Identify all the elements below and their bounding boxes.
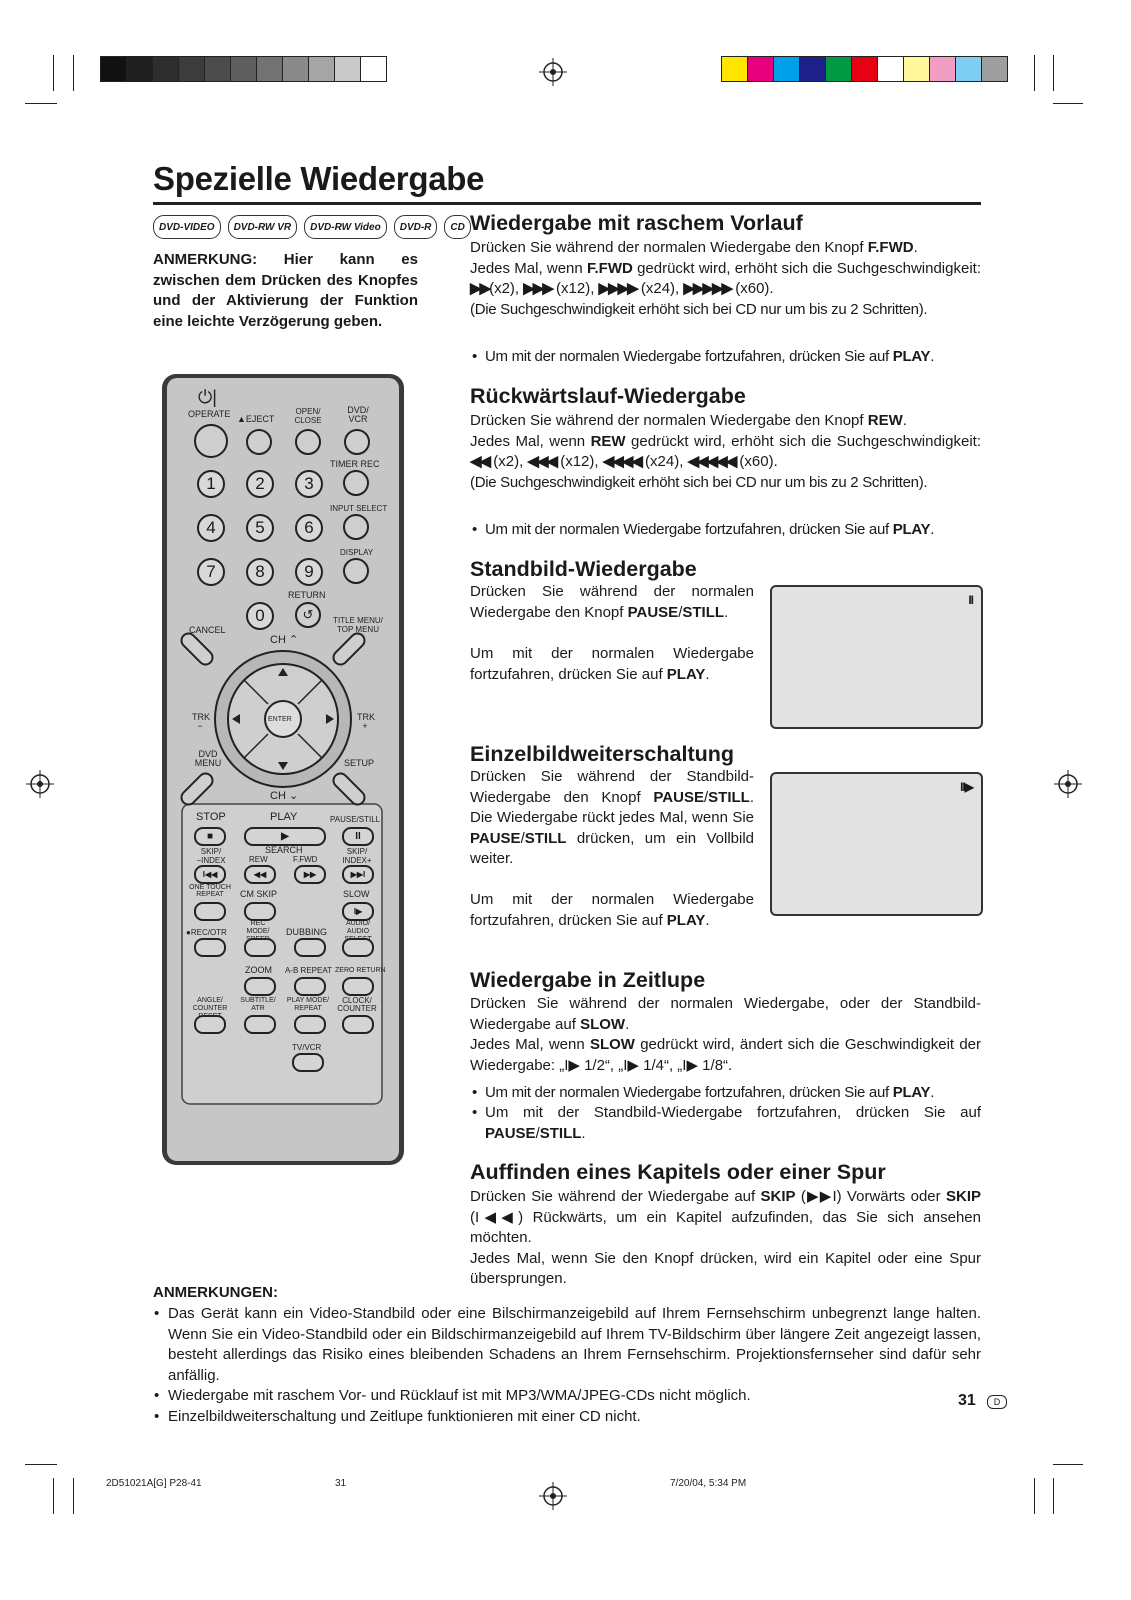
cm-skip-button[interactable] xyxy=(244,902,276,921)
remote-body-shape xyxy=(160,372,406,1167)
section-text-zeitlupe: Drücken Sie während der normalen Wiedergabe, oder der Standbild-Wiedergabe auf SLOW. Jedes Mal, wenn SLOW gedrückt wird, ändert sich die Geschwindigkeit der Wiedergabe: „I▶ 1/2“, „I▶ 1/4“, „I▶ 1/8“. xyxy=(470,995,982,1074)
skip-index-plus-label: SKIP/ INDEX+ xyxy=(342,847,372,865)
rec-otr-button[interactable] xyxy=(194,938,226,957)
dvd-vcr-button[interactable] xyxy=(344,429,370,455)
search-label: SEARCH xyxy=(265,845,303,855)
dubbing-button[interactable] xyxy=(294,938,326,957)
pause-icon: II xyxy=(968,593,973,607)
subtitle-atr-label: SUBTITLE/ ATR xyxy=(240,997,276,1012)
setup-label: SETUP xyxy=(344,758,375,768)
section-bullet-rueckwaerts: • Um mit der normalen Wiedergabe fortzufahren, drücken Sie auf PLAY. xyxy=(470,520,981,541)
ch-up-label: CH ⌃ xyxy=(270,634,299,646)
color-swatch-1 xyxy=(747,57,773,81)
color-swatch-7 xyxy=(903,57,929,81)
dvd-video-icon: DVD-VIDEO xyxy=(153,215,221,239)
audio-select-label: AUDIO/ AUDIO xyxy=(345,920,371,935)
trk-minus-label: TRK − xyxy=(192,712,210,731)
section-text-standbild: Drücken Sie während der normalen Wiedergabe den Knopf PAUSE/STILL. xyxy=(470,583,754,621)
section-heading-kapitel: Auffinden eines Kapitels oder einer Spur xyxy=(470,1160,886,1184)
gray-swatch-7 xyxy=(282,57,308,81)
dvd-menu-label: DVD MENU xyxy=(194,749,222,768)
color-swatch-8 xyxy=(929,57,955,81)
trk-plus-label: TRK + xyxy=(357,712,375,731)
number-button-9[interactable]: 9 xyxy=(295,558,323,586)
gray-swatch-0 xyxy=(101,57,126,81)
registration-mark-icon xyxy=(26,770,54,798)
stop-label: STOP xyxy=(196,811,226,823)
registration-mark-icon xyxy=(539,58,567,86)
dvd-vcr-label: DVD/ VCR xyxy=(347,405,369,424)
section-heading-einzelbild: Einzelbildweiterschaltung xyxy=(470,742,735,766)
one-touch-repeat-label: ONE TOUCH REPEAT xyxy=(189,884,231,898)
crop-mark xyxy=(53,55,54,91)
crop-mark xyxy=(73,55,74,91)
zero-return-button[interactable] xyxy=(342,977,374,996)
cancel-label: CANCEL xyxy=(189,625,226,635)
number-button-0[interactable]: 0 xyxy=(246,602,274,630)
play-button[interactable]: ▶ xyxy=(244,827,326,846)
number-button-8[interactable]: 8 xyxy=(246,558,274,586)
color-swatch-9 xyxy=(955,57,981,81)
gray-swatch-3 xyxy=(178,57,204,81)
color-swatch-3 xyxy=(799,57,825,81)
number-button-5[interactable]: 5 xyxy=(246,514,274,542)
display-button[interactable] xyxy=(343,558,369,584)
color-swatch-4 xyxy=(825,57,851,81)
eject-label: ▲EJECT xyxy=(237,414,275,424)
registration-mark-icon xyxy=(1054,770,1082,798)
gray-swatch-5 xyxy=(230,57,256,81)
color-swatch-0 xyxy=(722,57,747,81)
tv-screen-frame-advance xyxy=(770,772,983,916)
ch-down-label: CH ⌄ xyxy=(270,790,299,802)
slow-button[interactable]: I▶ xyxy=(342,902,374,921)
cm-skip-label: CM SKIP xyxy=(240,889,278,899)
angle-button[interactable] xyxy=(194,1015,226,1034)
page-title: Spezielle Wiedergabe xyxy=(153,160,485,197)
section-text-einzelbild: Drücken Sie während der Standbild-Wiedergabe den Knopf PAUSE/STILL. Die Wiedergabe rückt jedes Mal, wenn Sie PAUSE/STILL drücken, um ein Vollbild weiter. xyxy=(470,768,754,867)
gray-swatch-9 xyxy=(334,57,360,81)
number-button-6[interactable]: 6 xyxy=(295,514,323,542)
section-bullet-zeitlupe-2: • Um mit der Standbild-Wiedergabe fortzufahren, drücken Sie auf PAUSE/STILL. xyxy=(470,1103,981,1144)
play-mode-repeat-label: PLAY MODE/ REPEAT xyxy=(286,997,330,1012)
title-rule xyxy=(153,202,981,205)
section-text-einzelbild-2: Um mit der normalen Wiedergabe fortzufahren, drücken Sie auf PLAY. xyxy=(470,891,754,929)
section-text-rueckwaerts: Drücken Sie während der normalen Wiedergabe den Knopf REW. Jedes Mal, wenn REW gedrückt wird, erhöht sich die Suchgeschwindigkeit: ◀◀ (x2), ◀◀◀ (x12), ◀◀◀◀ (x24), ◀◀◀◀◀ (x60). (Die Suchgeschwindigkeit erhöht sich bei CD nur um bis zu 2 Schritten). xyxy=(470,412,981,491)
title-menu-label: TITLE MENU/ TOP MENU xyxy=(333,616,383,634)
operate-label: OPERATE xyxy=(188,409,231,419)
note-item: • Einzelbildweiterschaltung und Zeitlupe funktionieren mit einer CD nicht. xyxy=(153,1407,981,1428)
input-select-button[interactable] xyxy=(343,514,369,540)
dubbing-label: DUBBING xyxy=(286,927,328,937)
note-item: • Das Gerät kann ein Video-Standbild oder eine Bilschirmanzeigebild auf Ihrem Fernsehschirm unbegrenzt lange halten. Wenn Sie ein Video-Standbild oder ein Bildschirmanzeigebild auf Ihrem TV-Bildschirm über längere Zeit angezeigt lassen, besteht allerdings das Risiko eines bleibenden Schadens an Ihrem Fernsehschirm. Projektionsfernseher sind dafür sehr anfällig. xyxy=(153,1304,981,1386)
number-button-2[interactable]: 2 xyxy=(246,470,274,498)
audio-select-button[interactable] xyxy=(342,938,374,957)
rew-button[interactable]: ◀◀ xyxy=(244,865,276,884)
color-swatch-2 xyxy=(773,57,799,81)
tv-screen-pause xyxy=(770,585,983,729)
dvd-r-icon: DVD-R xyxy=(394,215,438,239)
rew-label: REW xyxy=(249,855,268,864)
ab-repeat-button[interactable] xyxy=(294,977,326,996)
crop-mark xyxy=(1034,1478,1035,1514)
play-mode-button[interactable] xyxy=(294,1015,326,1034)
gray-swatch-6 xyxy=(256,57,282,81)
tv-vcr-button[interactable] xyxy=(292,1053,324,1072)
notes-title: ANMERKUNGEN: xyxy=(153,1284,278,1301)
clock-counter-label: CLOCK/ COUNTER xyxy=(337,996,377,1013)
language-badge: D xyxy=(987,1395,1007,1409)
zoom-label: ZOOM xyxy=(245,965,272,975)
frame-advance-icon: II▶ xyxy=(960,780,973,794)
color-swatch-5 xyxy=(851,57,877,81)
zoom-button[interactable] xyxy=(244,977,276,996)
skip-back-button[interactable]: I◀◀ xyxy=(194,865,226,884)
play-label: PLAY xyxy=(270,811,298,823)
number-button-3[interactable]: 3 xyxy=(295,470,323,498)
crop-mark xyxy=(1034,55,1035,91)
subtitle-button[interactable] xyxy=(244,1015,276,1034)
rec-mode-speed-button[interactable] xyxy=(244,938,276,957)
dvd-rw-video-icon: DVD-RW Video xyxy=(304,215,387,239)
section-text-standbild-2: Um mit der normalen Wiedergabe fortzufahren, drücken Sie auf PLAY. xyxy=(470,645,754,683)
operate-button[interactable] xyxy=(194,424,228,458)
crop-mark xyxy=(25,103,57,104)
timer-rec-label: TIMER REC xyxy=(330,459,380,469)
timer-rec-button[interactable] xyxy=(343,470,369,496)
gray-calibration-bar xyxy=(100,56,387,82)
footer-page: 31 xyxy=(335,1478,347,1489)
open-close-button[interactable] xyxy=(295,429,321,455)
footer-file: 2D51021A[G] P28-41 xyxy=(106,1478,202,1489)
number-button-7[interactable]: 7 xyxy=(197,558,225,586)
left-note: ANMERKUNG: Hier kann es zwischen dem Drücken des Knopfes und der Aktivierung der Funktion eine leichte Verzögerung geben. xyxy=(153,251,418,330)
ffwd-button[interactable]: ▶▶ xyxy=(294,865,326,884)
section-heading-standbild: Standbild-Wiedergabe xyxy=(470,557,697,581)
note-item: • Wiedergabe mit raschem Vor- und Rücklauf ist mit MP3/WMA/JPEG-CDs nicht möglich. xyxy=(153,1386,853,1407)
pause-still-label: PAUSE/STILL xyxy=(330,815,381,824)
ffwd-label: F.FWD xyxy=(293,855,318,864)
section-text-vorlauf: Drücken Sie während der normalen Wiedergabe den Knopf F.FWD. Jedes Mal, wenn F.FWD gedrückt wird, erhöht sich die Suchgeschwindigkeit: ▶▶(x2), ▶▶▶ (x12), ▶▶▶▶ (x24), ▶▶▶▶▶ (x60). (Die Suchgeschwindigkeit erhöht sich bei CD nur um bis zu 2 Schritten). xyxy=(470,239,981,318)
gray-swatch-8 xyxy=(308,57,334,81)
page-number: 31 xyxy=(958,1392,976,1409)
rec-mode-speed-label: REC MODE/ xyxy=(246,920,270,935)
footer-date: 7/20/04, 5:34 PM xyxy=(670,1478,747,1489)
power-icon: ⏻| xyxy=(198,387,217,407)
eject-button[interactable] xyxy=(246,429,272,455)
registration-mark-icon xyxy=(539,1482,567,1510)
crop-mark xyxy=(1053,103,1083,104)
input-select-label: INPUT SELECT xyxy=(330,504,388,513)
section-text-kapitel: Drücken Sie während der Wiedergabe auf SKIP (▶▶I) Vorwärts oder SKIP (I◀◀) Rückwärts, um ein Kapitel aufzufinden, das Sie sich ansehen möchten. Jedes Mal, wenn Sie den Knopf drücken, wird ein Kapitel oder eine Spur übersprungen. xyxy=(470,1188,981,1287)
crop-mark xyxy=(1053,1464,1083,1465)
disc-type-icons xyxy=(153,215,471,239)
gray-swatch-1 xyxy=(126,57,152,81)
color-swatch-6 xyxy=(877,57,903,81)
open-close-label: OPEN/ CLOSE xyxy=(294,407,322,425)
section-heading-zeitlupe: Wiedergabe in Zeitlupe xyxy=(470,968,706,992)
display-label: DISPLAY xyxy=(340,548,374,557)
gray-swatch-10 xyxy=(360,57,386,81)
cd-icon: CD xyxy=(444,215,470,239)
pause-still-button[interactable]: II xyxy=(342,827,374,846)
section-heading-rueckwaerts: Rückwärtslauf-Wiedergabe xyxy=(470,384,746,408)
skip-index-minus-label: SKIP/ −INDEX xyxy=(196,847,226,865)
crop-mark xyxy=(73,1478,74,1514)
gray-swatch-4 xyxy=(204,57,230,81)
color-swatch-10 xyxy=(981,57,1007,81)
crop-mark xyxy=(1053,55,1054,91)
zero-return-label: ZERO RETURN xyxy=(335,967,386,974)
ab-repeat-label: A-B REPEAT xyxy=(285,966,332,975)
section-bullet-vorlauf: • Um mit der normalen Wiedergabe fortzufahren, drücken Sie auf PLAY. xyxy=(470,347,981,368)
one-touch-repeat-button[interactable] xyxy=(194,902,226,921)
crop-mark xyxy=(53,1478,54,1514)
color-calibration-bar xyxy=(721,56,1008,82)
stop-button[interactable]: ■ xyxy=(194,827,226,846)
section-bullet-zeitlupe-1: • Um mit der normalen Wiedergabe fortzufahren, drücken Sie auf PLAY. xyxy=(470,1083,981,1104)
number-button-4[interactable]: 4 xyxy=(197,514,225,542)
section-heading-vorlauf: Wiedergabe mit raschem Vorlauf xyxy=(470,211,803,235)
slow-label: SLOW xyxy=(343,889,370,899)
skip-forward-button[interactable]: ▶▶I xyxy=(342,865,374,884)
return-button[interactable]: ↺ xyxy=(295,602,321,628)
gray-swatch-2 xyxy=(152,57,178,81)
number-button-1[interactable]: 1 xyxy=(197,470,225,498)
angle-counter-reset-label: ANGLE/ COUNTER xyxy=(192,997,228,1012)
enter-button[interactable]: ENTER xyxy=(268,716,292,723)
rec-otr-label: ●REC/OTR xyxy=(186,928,227,937)
crop-mark xyxy=(25,1464,57,1465)
crop-mark xyxy=(1053,1478,1054,1514)
return-label: RETURN xyxy=(288,590,326,600)
remote-control-illustration xyxy=(160,372,406,1167)
clock-counter-button[interactable] xyxy=(342,1015,374,1034)
dvd-rw-vr-icon: DVD-RW VR xyxy=(228,215,298,239)
tv-vcr-label: TV/VCR xyxy=(292,1043,322,1052)
